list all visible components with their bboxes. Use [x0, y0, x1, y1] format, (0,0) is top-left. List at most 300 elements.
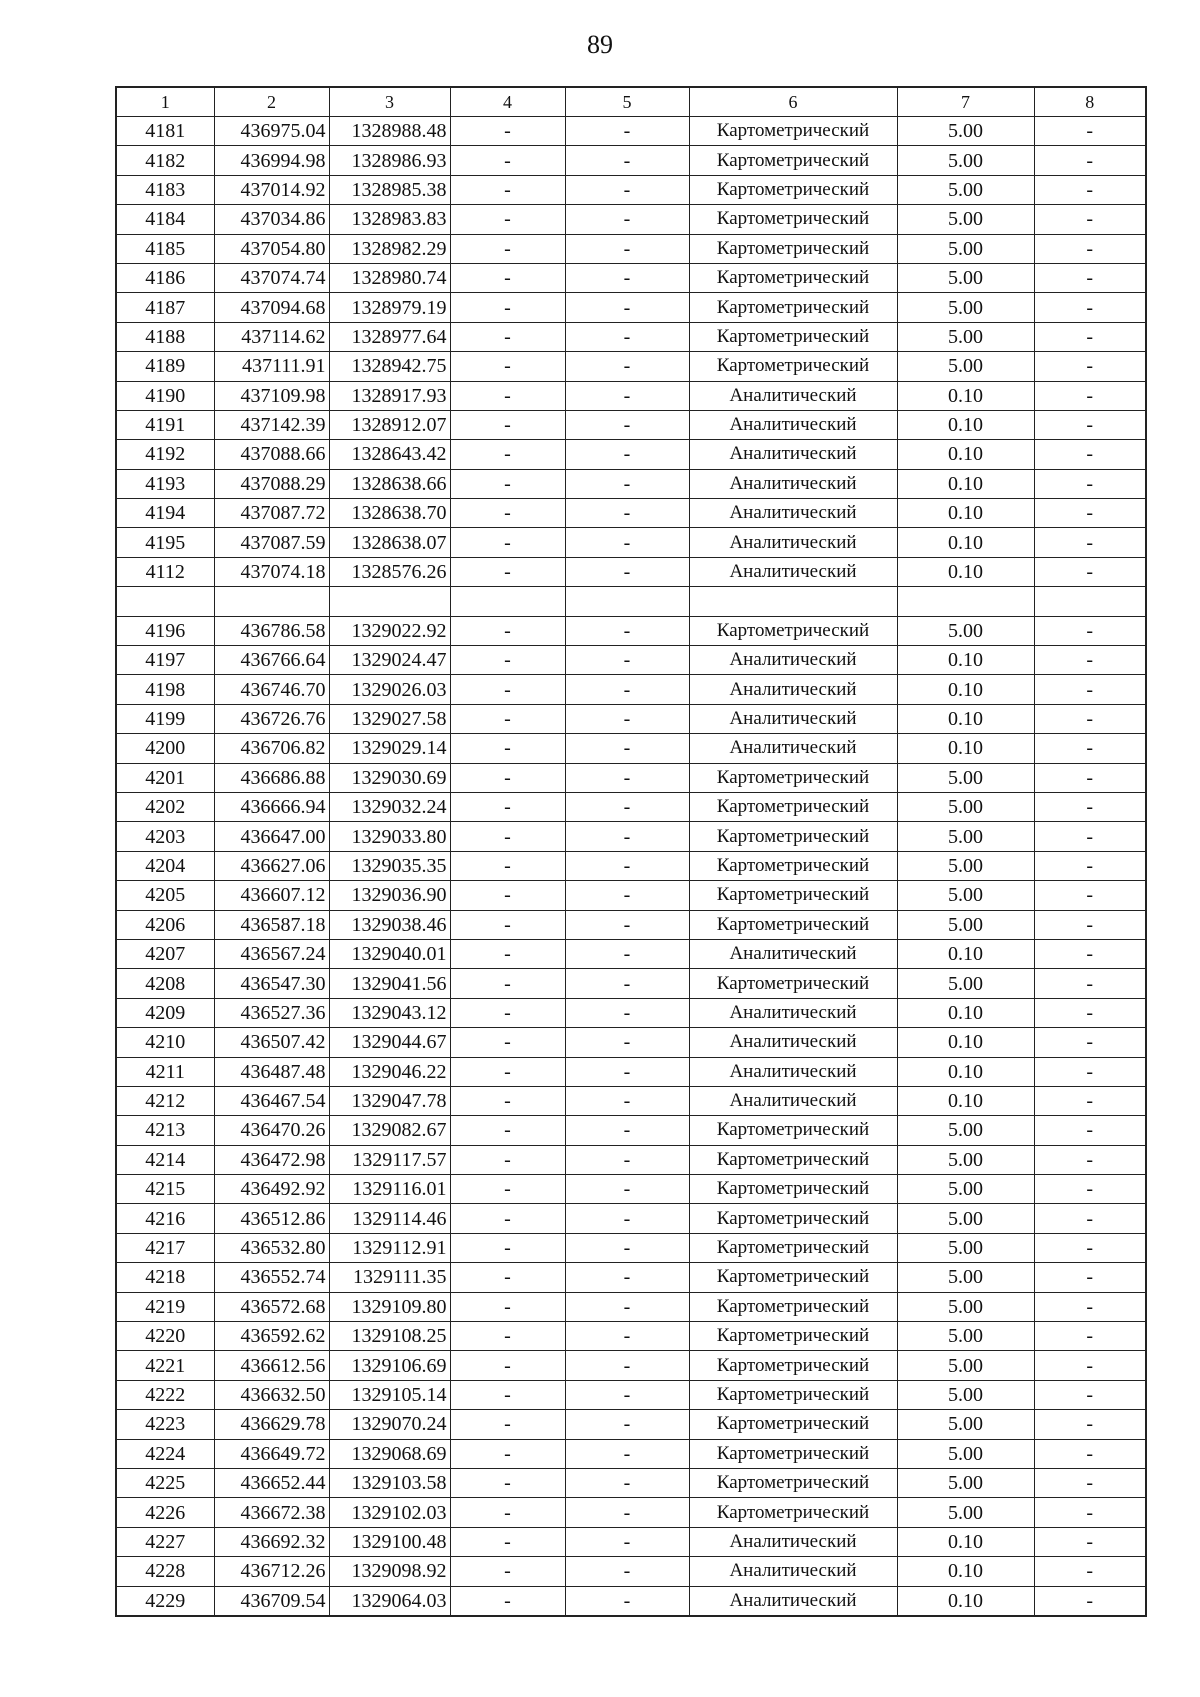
cell-coord-y: 1329033.80	[329, 822, 450, 851]
cell-col-4: -	[450, 1498, 565, 1527]
table-row	[116, 881, 1146, 910]
cell-coord-x: 436532.80	[214, 1233, 329, 1262]
cell-col-4: -	[450, 763, 565, 792]
table-row	[116, 1439, 1146, 1468]
cell-method: Картометрический	[689, 117, 897, 146]
cell-method: Аналитический	[689, 1527, 897, 1556]
cell-coord-x: 437074.18	[214, 557, 329, 586]
cell-coord-y: 1329029.14	[329, 734, 450, 763]
cell-point-number: 4227	[116, 1527, 214, 1556]
table-row	[116, 1292, 1146, 1321]
cell-coord-x: 437087.59	[214, 528, 329, 557]
cell-col-4: -	[450, 616, 565, 645]
cell-point-number: 4189	[116, 352, 214, 381]
cell-col-5: -	[565, 822, 689, 851]
cell-coord-y: 1329022.92	[329, 616, 450, 645]
cell-col-8: -	[1034, 1468, 1146, 1497]
cell-col-4: -	[450, 1439, 565, 1468]
cell-accuracy: 5.00	[897, 851, 1034, 880]
cell-col-8: -	[1034, 381, 1146, 410]
cell-point-number: 4213	[116, 1116, 214, 1145]
cell-col-5: -	[565, 293, 689, 322]
cell-accuracy: 5.00	[897, 1292, 1034, 1321]
cell-coord-x: 436592.62	[214, 1322, 329, 1351]
cell-col-8: -	[1034, 1380, 1146, 1409]
cell-col-5: -	[565, 1439, 689, 1468]
cell-coord-x: 437111.91	[214, 352, 329, 381]
cell-method: Аналитический	[689, 734, 897, 763]
cell-method: Аналитический	[689, 499, 897, 528]
cell-col-8: -	[1034, 175, 1146, 204]
cell-accuracy: 5.00	[897, 352, 1034, 381]
cell-col-8: -	[1034, 822, 1146, 851]
cell-coord-x: 436706.82	[214, 734, 329, 763]
cell-col-8: -	[1034, 557, 1146, 586]
cell-point-number: 4192	[116, 440, 214, 469]
cell-accuracy: 5.00	[897, 792, 1034, 821]
cell-method: Аналитический	[689, 998, 897, 1027]
cell-col-5: -	[565, 734, 689, 763]
table-row	[116, 1057, 1146, 1086]
cell-accuracy: 0.10	[897, 998, 1034, 1027]
cell-coord-y: 1329038.46	[329, 910, 450, 939]
cell-coord-y	[329, 587, 450, 616]
cell-coord-y: 1329032.24	[329, 792, 450, 821]
cell-col-4: -	[450, 557, 565, 586]
cell-point-number: 4206	[116, 910, 214, 939]
table-row	[116, 675, 1146, 704]
cell-coord-y: 1329103.58	[329, 1468, 450, 1497]
cell-point-number: 4196	[116, 616, 214, 645]
cell-coord-y: 1329109.80	[329, 1292, 450, 1321]
cell-method: Аналитический	[689, 469, 897, 498]
cell-method: Картометрический	[689, 146, 897, 175]
table-row	[116, 205, 1146, 234]
cell-accuracy: 5.00	[897, 763, 1034, 792]
table-row	[116, 234, 1146, 263]
cell-method	[689, 587, 897, 616]
cell-col-8: -	[1034, 675, 1146, 704]
cell-accuracy: 0.10	[897, 528, 1034, 557]
cell-coord-y: 1329043.12	[329, 998, 450, 1027]
cell-col-4: -	[450, 851, 565, 880]
cell-method: Картометрический	[689, 1263, 897, 1292]
cell-method: Картометрический	[689, 881, 897, 910]
cell-coord-y: 1329046.22	[329, 1057, 450, 1086]
table-row	[116, 175, 1146, 204]
cell-point-number: 4194	[116, 499, 214, 528]
cell-col-4: -	[450, 646, 565, 675]
cell-col-8: -	[1034, 205, 1146, 234]
cell-col-4: -	[450, 822, 565, 851]
cell-coord-x: 436470.26	[214, 1116, 329, 1145]
cell-col-5: -	[565, 1322, 689, 1351]
cell-col-5: -	[565, 1086, 689, 1115]
table-row	[116, 381, 1146, 410]
cell-accuracy: 0.10	[897, 646, 1034, 675]
cell-method: Аналитический	[689, 440, 897, 469]
cell-col-5: -	[565, 499, 689, 528]
cell-col-8: -	[1034, 910, 1146, 939]
cell-col-4: -	[450, 146, 565, 175]
cell-col-8: -	[1034, 1145, 1146, 1174]
cell-accuracy: 5.00	[897, 616, 1034, 645]
cell-coord-y: 1329102.03	[329, 1498, 450, 1527]
cell-method: Аналитический	[689, 1086, 897, 1115]
table-header-row	[116, 87, 1146, 117]
cell-method: Картометрический	[689, 910, 897, 939]
cell-accuracy: 0.10	[897, 557, 1034, 586]
cell-coord-y: 1328917.93	[329, 381, 450, 410]
cell-col-8: -	[1034, 1527, 1146, 1556]
cell-coord-y: 1328983.83	[329, 205, 450, 234]
cell-point-number: 4214	[116, 1145, 214, 1174]
table-row	[116, 1145, 1146, 1174]
cell-col-4: -	[450, 1028, 565, 1057]
cell-method: Картометрический	[689, 263, 897, 292]
table-row	[116, 646, 1146, 675]
cell-coord-y: 1329040.01	[329, 939, 450, 968]
cell-point-number: 4216	[116, 1204, 214, 1233]
coordinates-table	[115, 86, 1147, 1617]
cell-col-8: -	[1034, 763, 1146, 792]
cell-method: Аналитический	[689, 1586, 897, 1616]
cell-col-5: -	[565, 646, 689, 675]
cell-accuracy: 5.00	[897, 1439, 1034, 1468]
cell-col-5: -	[565, 322, 689, 351]
cell-point-number: 4219	[116, 1292, 214, 1321]
cell-col-5: -	[565, 1380, 689, 1409]
cell-col-4: -	[450, 117, 565, 146]
cell-coord-x: 436994.98	[214, 146, 329, 175]
cell-col-5: -	[565, 998, 689, 1027]
cell-point-number: 4217	[116, 1233, 214, 1262]
cell-coord-x: 436527.36	[214, 998, 329, 1027]
cell-col-5: -	[565, 352, 689, 381]
cell-col-4: -	[450, 1557, 565, 1586]
cell-point-number: 4207	[116, 939, 214, 968]
cell-coord-y: 1329044.67	[329, 1028, 450, 1057]
cell-col-8: -	[1034, 263, 1146, 292]
cell-col-8: -	[1034, 792, 1146, 821]
cell-method: Картометрический	[689, 1233, 897, 1262]
cell-coord-x	[214, 587, 329, 616]
cell-method: Картометрический	[689, 175, 897, 204]
cell-point-number: 4202	[116, 792, 214, 821]
cell-method: Картометрический	[689, 234, 897, 263]
cell-point-number: 4201	[116, 763, 214, 792]
cell-col-4: -	[450, 998, 565, 1027]
cell-coord-y: 1328977.64	[329, 322, 450, 351]
cell-col-5: -	[565, 146, 689, 175]
cell-col-8: -	[1034, 646, 1146, 675]
cell-coord-x: 437114.62	[214, 322, 329, 351]
cell-coord-x: 437094.68	[214, 293, 329, 322]
table-row	[116, 263, 1146, 292]
cell-coord-x: 436786.58	[214, 616, 329, 645]
cell-method: Картометрический	[689, 1204, 897, 1233]
cell-method: Картометрический	[689, 1468, 897, 1497]
cell-coord-x: 437054.80	[214, 234, 329, 263]
table-row	[116, 587, 1146, 616]
cell-col-4: -	[450, 1116, 565, 1145]
cell-point-number	[116, 587, 214, 616]
cell-method: Картометрический	[689, 822, 897, 851]
cell-col-8: -	[1034, 1204, 1146, 1233]
cell-point-number: 4222	[116, 1380, 214, 1409]
table-row	[116, 1498, 1146, 1527]
cell-coord-y: 1329082.67	[329, 1116, 450, 1145]
cell-coord-x: 436692.32	[214, 1527, 329, 1556]
table-row	[116, 822, 1146, 851]
cell-point-number: 4181	[116, 117, 214, 146]
cell-coord-y: 1329114.46	[329, 1204, 450, 1233]
cell-col-8: -	[1034, 117, 1146, 146]
cell-method: Аналитический	[689, 1028, 897, 1057]
cell-col-8: -	[1034, 146, 1146, 175]
table-row	[116, 146, 1146, 175]
cell-coord-y: 1328638.07	[329, 528, 450, 557]
cell-method: Картометрический	[689, 1116, 897, 1145]
cell-col-4: -	[450, 939, 565, 968]
cell-col-8: -	[1034, 410, 1146, 439]
cell-point-number: 4184	[116, 205, 214, 234]
cell-coord-x: 436612.56	[214, 1351, 329, 1380]
cell-coord-y: 1329064.03	[329, 1586, 450, 1616]
cell-coord-x: 436666.94	[214, 792, 329, 821]
cell-col-5: -	[565, 1057, 689, 1086]
cell-col-4: -	[450, 1204, 565, 1233]
cell-col-5: -	[565, 557, 689, 586]
table-row	[116, 1204, 1146, 1233]
cell-col-8: -	[1034, 881, 1146, 910]
cell-point-number: 4226	[116, 1498, 214, 1527]
cell-accuracy: 0.10	[897, 1527, 1034, 1556]
cell-point-number: 4211	[116, 1057, 214, 1086]
cell-col-8: -	[1034, 1351, 1146, 1380]
cell-coord-y: 1328982.29	[329, 234, 450, 263]
cell-method: Картометрический	[689, 1380, 897, 1409]
cell-col-5: -	[565, 1028, 689, 1057]
cell-col-4: -	[450, 175, 565, 204]
cell-col-4: -	[450, 469, 565, 498]
cell-col-5: -	[565, 1204, 689, 1233]
cell-accuracy: 0.10	[897, 1586, 1034, 1616]
table-row	[116, 910, 1146, 939]
cell-method: Картометрический	[689, 293, 897, 322]
cell-col-5: -	[565, 528, 689, 557]
cell-coord-y: 1328985.38	[329, 175, 450, 204]
column-header-3: 3	[329, 87, 450, 117]
cell-col-8: -	[1034, 1028, 1146, 1057]
cell-accuracy: 5.00	[897, 822, 1034, 851]
cell-method: Картометрический	[689, 205, 897, 234]
cell-accuracy: 0.10	[897, 675, 1034, 704]
cell-col-4: -	[450, 792, 565, 821]
cell-col-4: -	[450, 704, 565, 733]
cell-coord-y: 1329112.91	[329, 1233, 450, 1262]
cell-coord-x: 437088.29	[214, 469, 329, 498]
cell-coord-y: 1328979.19	[329, 293, 450, 322]
cell-point-number: 4187	[116, 293, 214, 322]
cell-method: Картометрический	[689, 763, 897, 792]
cell-coord-y: 1329117.57	[329, 1145, 450, 1174]
cell-col-8: -	[1034, 998, 1146, 1027]
cell-col-5: -	[565, 675, 689, 704]
cell-coord-y: 1328980.74	[329, 263, 450, 292]
cell-col-4: -	[450, 352, 565, 381]
cell-point-number: 4228	[116, 1557, 214, 1586]
cell-coord-y: 1329070.24	[329, 1410, 450, 1439]
cell-accuracy: 5.00	[897, 910, 1034, 939]
cell-point-number: 4205	[116, 881, 214, 910]
cell-col-8: -	[1034, 1175, 1146, 1204]
cell-accuracy: 0.10	[897, 499, 1034, 528]
cell-coord-x: 436492.92	[214, 1175, 329, 1204]
cell-col-5: -	[565, 410, 689, 439]
cell-col-4: -	[450, 1380, 565, 1409]
cell-col-4: -	[450, 499, 565, 528]
cell-coord-y: 1328576.26	[329, 557, 450, 586]
cell-coord-y: 1329047.78	[329, 1086, 450, 1115]
cell-coord-x: 436746.70	[214, 675, 329, 704]
cell-col-5: -	[565, 763, 689, 792]
table-row	[116, 969, 1146, 998]
cell-point-number: 4208	[116, 969, 214, 998]
cell-col-4: -	[450, 1263, 565, 1292]
cell-coord-y: 1329098.92	[329, 1557, 450, 1586]
cell-point-number: 4199	[116, 704, 214, 733]
cell-accuracy: 0.10	[897, 381, 1034, 410]
cell-col-4: -	[450, 1351, 565, 1380]
cell-accuracy: 0.10	[897, 410, 1034, 439]
table-row	[116, 704, 1146, 733]
cell-accuracy: 5.00	[897, 263, 1034, 292]
cell-col-4: -	[450, 1292, 565, 1321]
cell-method: Аналитический	[689, 704, 897, 733]
table-row	[116, 1322, 1146, 1351]
cell-coord-x: 437074.74	[214, 263, 329, 292]
cell-accuracy	[897, 587, 1034, 616]
cell-col-8: -	[1034, 1086, 1146, 1115]
cell-col-4: -	[450, 1527, 565, 1556]
cell-col-5: -	[565, 1468, 689, 1497]
cell-coord-y: 1329108.25	[329, 1322, 450, 1351]
cell-accuracy: 5.00	[897, 234, 1034, 263]
cell-point-number: 4212	[116, 1086, 214, 1115]
cell-col-5: -	[565, 1527, 689, 1556]
cell-accuracy: 0.10	[897, 704, 1034, 733]
cell-method: Картометрический	[689, 792, 897, 821]
cell-col-5: -	[565, 1145, 689, 1174]
cell-col-5: -	[565, 1292, 689, 1321]
cell-col-5: -	[565, 469, 689, 498]
table-row	[116, 792, 1146, 821]
cell-accuracy: 0.10	[897, 939, 1034, 968]
cell-method: Аналитический	[689, 675, 897, 704]
cell-col-8: -	[1034, 1057, 1146, 1086]
cell-col-8: -	[1034, 322, 1146, 351]
table-row	[116, 1028, 1146, 1057]
cell-coord-x: 437109.98	[214, 381, 329, 410]
table-body	[116, 117, 1146, 1616]
cell-col-5: -	[565, 205, 689, 234]
cell-accuracy: 0.10	[897, 440, 1034, 469]
cell-col-8: -	[1034, 1498, 1146, 1527]
cell-coord-y: 1329105.14	[329, 1380, 450, 1409]
cell-col-4: -	[450, 1057, 565, 1086]
cell-coord-x: 436709.54	[214, 1586, 329, 1616]
cell-col-4	[450, 587, 565, 616]
cell-col-8: -	[1034, 851, 1146, 880]
cell-col-4: -	[450, 322, 565, 351]
cell-point-number: 4218	[116, 1263, 214, 1292]
cell-point-number: 4203	[116, 822, 214, 851]
cell-col-4: -	[450, 881, 565, 910]
cell-point-number: 4225	[116, 1468, 214, 1497]
cell-point-number: 4224	[116, 1439, 214, 1468]
cell-accuracy: 5.00	[897, 322, 1034, 351]
cell-coord-x: 437087.72	[214, 499, 329, 528]
table-row	[116, 1557, 1146, 1586]
cell-col-5: -	[565, 117, 689, 146]
cell-coord-x: 436766.64	[214, 646, 329, 675]
table-row	[116, 939, 1146, 968]
cell-col-8: -	[1034, 1263, 1146, 1292]
cell-method: Картометрический	[689, 969, 897, 998]
cell-method: Картометрический	[689, 352, 897, 381]
table-row	[116, 528, 1146, 557]
cell-coord-y: 1329024.47	[329, 646, 450, 675]
cell-col-8: -	[1034, 234, 1146, 263]
cell-method: Аналитический	[689, 528, 897, 557]
cell-method: Аналитический	[689, 646, 897, 675]
cell-coord-y: 1328638.66	[329, 469, 450, 498]
cell-accuracy: 5.00	[897, 293, 1034, 322]
cell-col-8	[1034, 587, 1146, 616]
cell-col-5: -	[565, 234, 689, 263]
cell-col-8: -	[1034, 704, 1146, 733]
cell-method: Картометрический	[689, 1498, 897, 1527]
cell-point-number: 4229	[116, 1586, 214, 1616]
cell-coord-x: 436649.72	[214, 1439, 329, 1468]
cell-method: Картометрический	[689, 1439, 897, 1468]
cell-coord-x: 437014.92	[214, 175, 329, 204]
cell-coord-x: 436587.18	[214, 910, 329, 939]
table-row	[116, 1175, 1146, 1204]
cell-col-4: -	[450, 1586, 565, 1616]
cell-accuracy: 5.00	[897, 175, 1034, 204]
cell-coord-x: 436647.00	[214, 822, 329, 851]
cell-point-number: 4186	[116, 263, 214, 292]
cell-col-8: -	[1034, 469, 1146, 498]
cell-coord-y: 1329027.58	[329, 704, 450, 733]
cell-col-4: -	[450, 675, 565, 704]
cell-coord-y: 1329030.69	[329, 763, 450, 792]
cell-col-4: -	[450, 969, 565, 998]
cell-col-5: -	[565, 175, 689, 204]
cell-coord-y: 1329111.35	[329, 1263, 450, 1292]
cell-col-8: -	[1034, 1233, 1146, 1262]
cell-col-5: -	[565, 1557, 689, 1586]
cell-coord-y: 1328643.42	[329, 440, 450, 469]
cell-point-number: 4204	[116, 851, 214, 880]
cell-method: Картометрический	[689, 851, 897, 880]
cell-col-4: -	[450, 734, 565, 763]
cell-accuracy: 5.00	[897, 205, 1034, 234]
cell-col-5: -	[565, 440, 689, 469]
table-row	[116, 1351, 1146, 1380]
